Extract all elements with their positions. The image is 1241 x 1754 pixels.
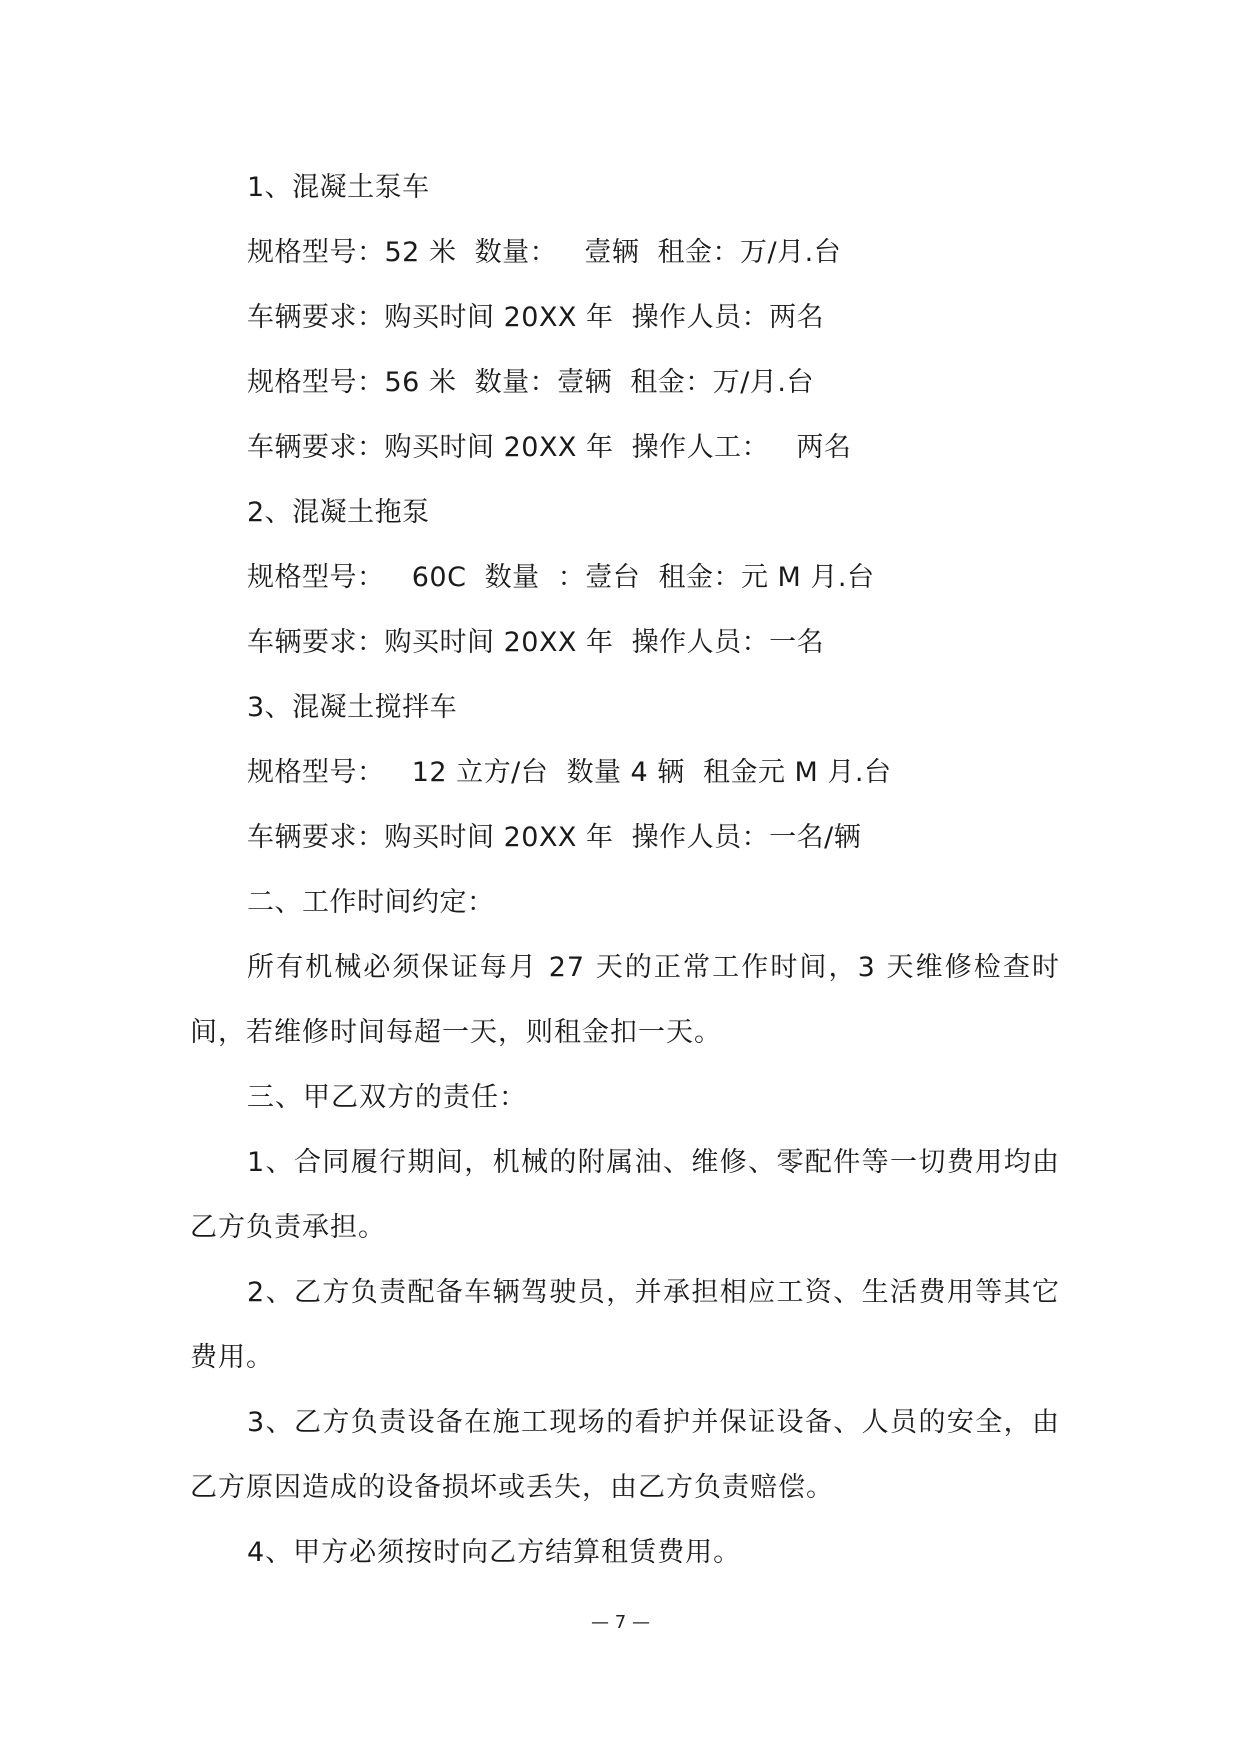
paragraph-clause-4: 4、甲方必须按时向乙方结算租赁费用。 xyxy=(247,1537,742,1568)
requirement-line: 车辆要求：购买时间 20XX 年 操作人员：两名 xyxy=(247,302,825,333)
requirement-line: 车辆要求：购买时间 20XX 年 操作人员：一名 xyxy=(247,627,825,658)
section-heading-responsibilities: 三、甲乙双方的责任： xyxy=(247,1082,527,1113)
spec-line: 规格型号：56 米 数量：壹辆 租金：万/月.台 xyxy=(247,367,814,398)
spec-line: 规格型号：52 米 数量： 壹辆 租金：万/月.台 xyxy=(247,237,842,268)
section-heading-work-time: 二、工作时间约定： xyxy=(247,887,495,918)
paragraph-work-time: 所有机械必须保证每月 27 天的正常工作时间，3 天维修检查时间，若维修时间每超一天，则租金扣一天。 xyxy=(190,952,1060,1048)
document-body xyxy=(190,155,1060,1585)
requirement-line: 车辆要求：购买时间 20XX 年 操作人员：一名/辆 xyxy=(247,822,862,853)
section-heading-pump-truck: 1、混凝土泵车 xyxy=(247,172,430,203)
paragraph-clause-1: 1、合同履行期间，机械的附属油、维修、零配件等一切费用均由乙方负责承担。 xyxy=(190,1147,1060,1243)
section-heading-mixer-truck: 3、混凝土搅拌车 xyxy=(247,692,458,723)
paragraph-clause-3: 3、乙方负责设备在施工现场的看护并保证设备、人员的安全，由乙方原因造成的设备损坏或丢失，由乙方负责赔偿。 xyxy=(190,1407,1060,1503)
page-number: — 7 — xyxy=(591,1612,650,1633)
spec-line: 规格型号： 12 立方/台 数量 4 辆 租金元 M 月.台 xyxy=(247,757,892,788)
section-heading-trailer-pump: 2、混凝土拖泵 xyxy=(247,497,430,528)
spec-line: 规格型号： 60C 数量 ：壹台 租金：元 M 月.台 xyxy=(247,562,875,593)
paragraph-clause-2: 2、乙方负责配备车辆驾驶员，并承担相应工资、生活费用等其它费用。 xyxy=(190,1277,1060,1373)
requirement-line: 车辆要求：购买时间 20XX 年 操作人工： 两名 xyxy=(247,432,852,463)
